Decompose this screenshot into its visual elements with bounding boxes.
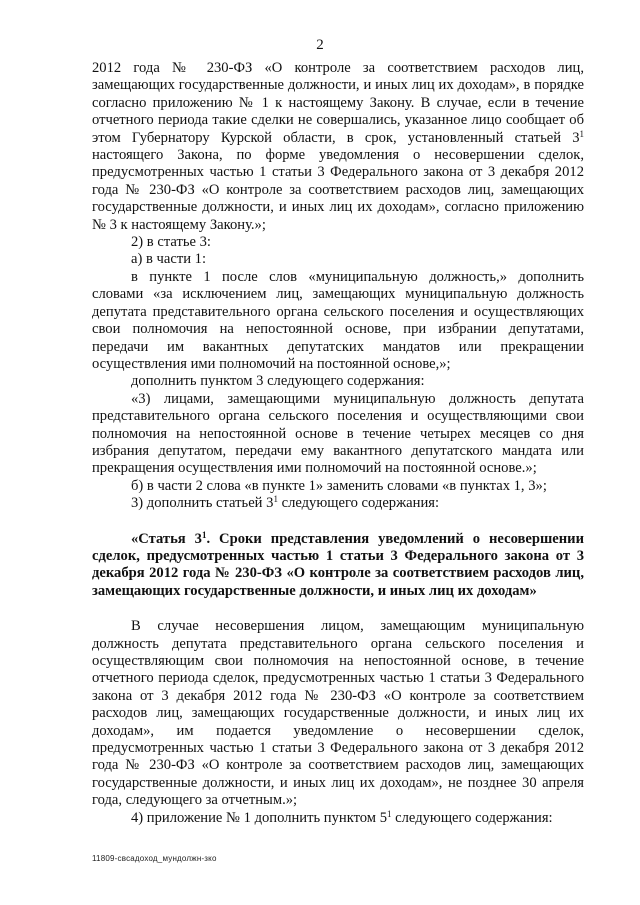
paragraph-text: 2) в статье 3: bbox=[131, 234, 211, 251]
paragraph-text: «Статья 3 bbox=[131, 530, 202, 547]
paragraph bbox=[92, 478, 584, 495]
paragraph-text: в пункте 1 после слов «муниципальную должность,» дополнить словами «за исключением лиц, замещающих муниципальную должность депутата представительного органа сельского поселения и осуществляющих свои полномочия на непостоянной основе, при избрании депутатами, передачи им вакантных депутатских мандатов или прекращении осуществления ими полномочий на постоянной основе,»; bbox=[92, 268, 584, 372]
paragraph-text: а) в части 1: bbox=[131, 251, 207, 268]
paragraph-text: 3) дополнить статьей 3 bbox=[131, 495, 274, 512]
paragraph-text: «3) лицами, замещающими муниципальную должность депутата представительного органа сельского поселения и осуществляющими свои полномочия на непостоянной основе в течение четырех месяцев со дня избрания депутатом, передачи ему вакантного депутатского мандата или прекращения осуществления ими полномочий на постоянной основе.»; bbox=[92, 390, 584, 477]
document-body bbox=[92, 60, 584, 827]
paragraph-text: 4) приложение № 1 дополнить пунктом 5 bbox=[131, 809, 387, 826]
paragraph-text: настоящего Закона, по форме уведомления о несовершении сделок, предусмотренных частью 1 статьи 3 Федерального закона от 3 декабря 2012 года № 230-ФЗ «О контроле за соответствием расходов лиц, замещающих государственные должности, и иных лиц их доходам», согласно приложению № 3 к настоящему Закону.»; bbox=[92, 147, 584, 233]
paragraph-text: следующего содержания: bbox=[391, 809, 553, 826]
paragraph bbox=[92, 618, 584, 809]
paragraph bbox=[92, 60, 584, 234]
paragraph bbox=[92, 251, 584, 268]
superscript-index: 1 bbox=[579, 128, 584, 139]
paragraph-text: дополнить пунктом 3 следующего содержания: bbox=[131, 373, 425, 390]
article-heading bbox=[92, 531, 584, 601]
paragraph bbox=[92, 234, 584, 251]
footer-file-code: 11809-свсадоход_мундолжн-зко bbox=[92, 854, 217, 863]
paragraph bbox=[92, 373, 584, 390]
superscript-index: 1 bbox=[387, 808, 392, 819]
paragraph-text: 2012 года № 230-ФЗ «О контроле за соответствием расходов лиц, замещающих государственные должности, и иных лиц их доходам», в порядке согласно приложению № 1 к настоящему Закону. В случае, если в течение отчетного периода такие сделки не совершались, указанное лицо сообщает об этом Губернатору Курской области, в срок, установленный статьей 3 bbox=[92, 60, 584, 146]
page-number: 2 bbox=[316, 37, 324, 53]
paragraph-text: В случае несовершения лицом, замещающим муниципальную должность депутата представительного органа сельского поселения и осуществляющим свои полномочия на непостоянной основе, в течение отчетного периода сделок, предусмотренных частью 1 статьи 3 Федерального закона от 3 декабря 2012 года № 230-ФЗ «О контроле за соответствием расходов лиц, замещающих государственные должности, и иных лиц их доходам», им подается уведомление о несовершении сделок, предусмотренных частью 1 статьи 3 Федерального закона от 3 декабря 2012 года № 230-ФЗ «О контроле за соответствием расходов лиц, замещающих государственные должности, и иных лиц их доходам», не позднее 30 апреля года, следующего за отчетным.»; bbox=[92, 618, 584, 809]
paragraph bbox=[92, 810, 584, 827]
paragraph bbox=[92, 269, 584, 373]
paragraph bbox=[92, 391, 584, 478]
superscript-index: 1 bbox=[273, 494, 278, 505]
superscript-index: 1 bbox=[201, 529, 207, 540]
paragraph bbox=[92, 495, 584, 512]
paragraph-text: . Сроки представления уведомлений о несовершении сделок, предусмотренных частью 1 статьи 3 Федерального закона от 3 декабря 2012 года № 230-ФЗ «О контроле за соответствием расходов лиц, замещающих государственные должности, и иных лиц их доходам» bbox=[92, 530, 584, 599]
paragraph-text: б) в части 2 слова «в пункте 1» заменить словами «в пунктах 1, 3»; bbox=[131, 477, 547, 494]
paragraph-text: следующего содержания: bbox=[277, 495, 440, 512]
